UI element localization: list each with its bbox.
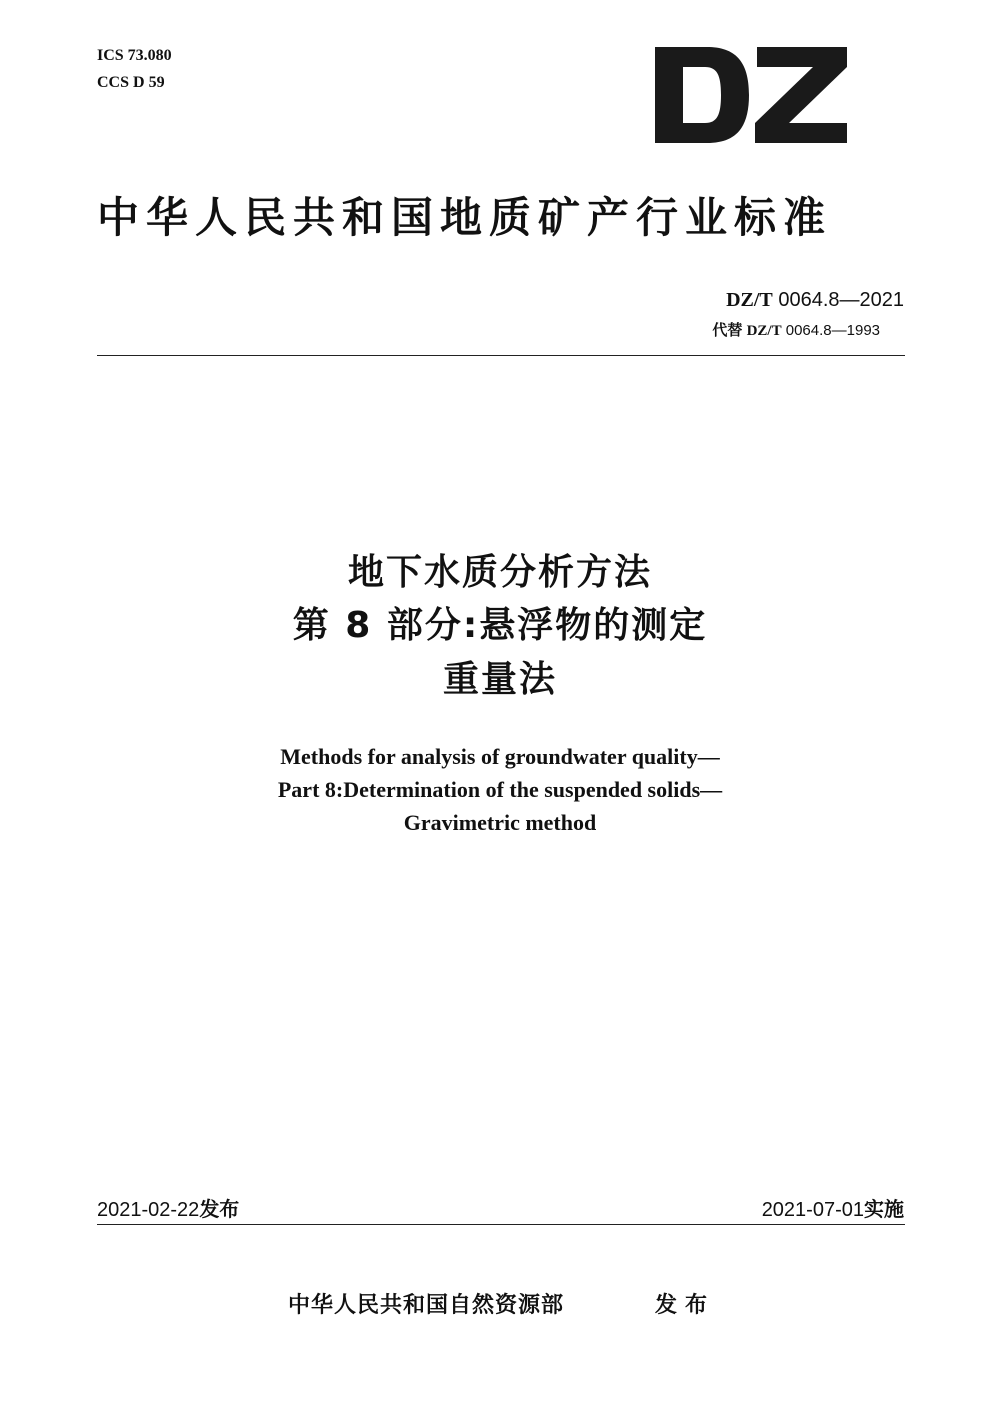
issuing-verb: 发布 — [655, 1293, 716, 1318]
replaces-standard — [712, 320, 880, 341]
standard-code-number: 0064.8—2021 — [778, 289, 904, 311]
issuing-authority: 中华人民共和国自然资源部 — [288, 1293, 565, 1318]
title-en-line-3: Gravimetric method — [403, 810, 597, 835]
dz-logo-letter-d — [655, 47, 749, 143]
replaces-code-number: 0064.8—1993 — [785, 322, 880, 339]
title-cn-line-2: 第 8 部分:悬浮物的测定 — [292, 605, 708, 646]
issue-date-label: 发布 — [199, 1197, 240, 1221]
ics-code: ICS 73.080 — [97, 47, 172, 64]
dz-logo-letter-z — [755, 47, 847, 143]
standard-category-name: 中华人民共和国地质矿产行业标准 — [97, 193, 833, 242]
bottom-divider — [97, 1224, 905, 1225]
title-cn-line-1: 地下水质分析方法 — [347, 552, 652, 593]
title-en-line-2: Part 8:Determination of the suspended solids— — [277, 777, 723, 802]
ccs-code: CCS D 59 — [97, 74, 165, 91]
replaces-label: 代替 — [712, 321, 743, 339]
dz-logo — [655, 47, 847, 143]
top-divider — [97, 355, 905, 356]
standard-number — [726, 287, 904, 313]
implementation-date-label: 实施 — [864, 1197, 904, 1221]
replaces-code-prefix: DZ/T — [746, 323, 782, 339]
issue-date — [97, 1196, 239, 1223]
issue-date-value: 2021-02-22 — [97, 1199, 200, 1221]
title-en-line-1: Methods for analysis of groundwater quality— — [280, 744, 720, 769]
implementation-date-value: 2021-07-01 — [761, 1199, 864, 1221]
standard-code-prefix: DZ/T — [726, 289, 773, 311]
title-cn-line-3: 重量法 — [442, 659, 557, 700]
implementation-date — [762, 1196, 904, 1223]
